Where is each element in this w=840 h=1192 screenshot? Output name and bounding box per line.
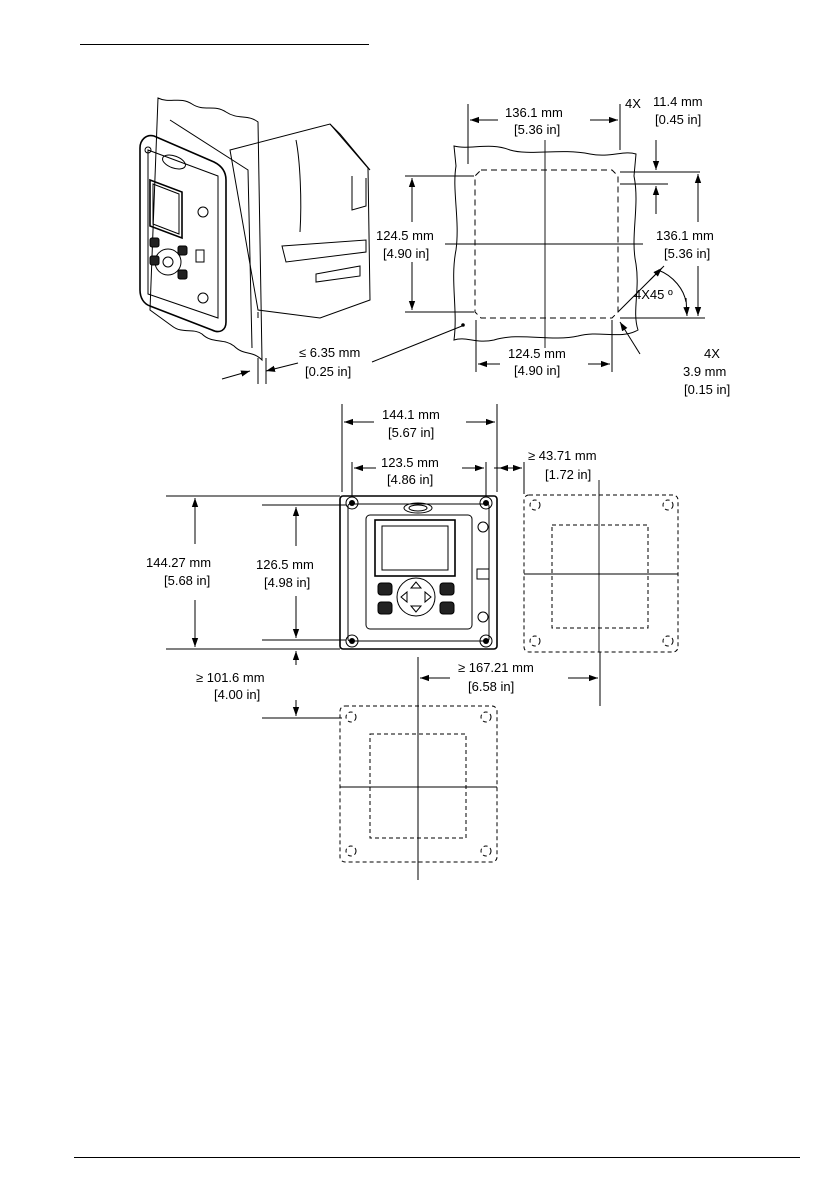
horizontal-gap-mm: ≥ 43.71 mm [528,448,597,463]
pitch-mm: ≥ 167.21 mm [458,660,534,675]
vertical-gap-mm: ≥ 101.6 mm [196,670,265,685]
overall-height-in: [5.68 in] [164,573,211,588]
right-height-mm: 136.1 mm [656,228,714,243]
right-height-in: [5.36 in] [664,246,711,261]
cutout-bottom-in: [4.90 in] [514,363,561,378]
overall-width-in: [5.67 in] [388,425,435,440]
vertical-gap-in: [4.00 in] [214,687,261,702]
horizontal-gap-in: [1.72 in] [545,467,592,482]
inner-height-mm: 126.5 mm [256,557,314,572]
overall-height-mm: 144.27 mm [146,555,212,570]
inner-width-in: [4.86 in] [387,472,434,487]
cutout-width-in: [5.36 in] [514,122,561,137]
pitch-in: [6.58 in] [468,679,515,694]
radius-mm: 3.9 mm [683,364,727,379]
panel-thickness-dimension [222,323,465,384]
radius-in: [0.15 in] [684,382,731,397]
adjacent-unit-right [524,480,678,652]
spacing-view [146,404,678,880]
corner-count: 4X [625,96,641,111]
controller-3d-illustration [140,98,370,360]
cutout-height-in: [4.90 in] [383,246,430,261]
overall-width-mm: 144.1 mm [382,407,440,422]
cutout-height-mm: 124.5 mm [376,228,434,243]
inner-width-mm: 123.5 mm [381,455,439,470]
footer-rule [74,1157,800,1158]
corner-mm: 11.4 mm [653,94,703,109]
front-screen [375,520,455,576]
panel-thickness-mm: ≤ 6.35 mm [299,345,361,360]
inner-height-in: [4.98 in] [264,575,311,590]
front-keypad [378,578,454,616]
radius-count: 4X [704,346,720,361]
angle-label: 4X45 º [634,287,673,302]
cutout-bottom-mm: 124.5 mm [508,346,566,361]
panel-cutout-view [376,94,730,397]
corner-in: [0.45 in] [655,112,702,127]
keypad [150,238,187,279]
controller-front [340,496,497,649]
panel-thickness-in: [0.25 in] [305,364,352,379]
cutout-width-mm: 136.1 mm [505,105,563,120]
